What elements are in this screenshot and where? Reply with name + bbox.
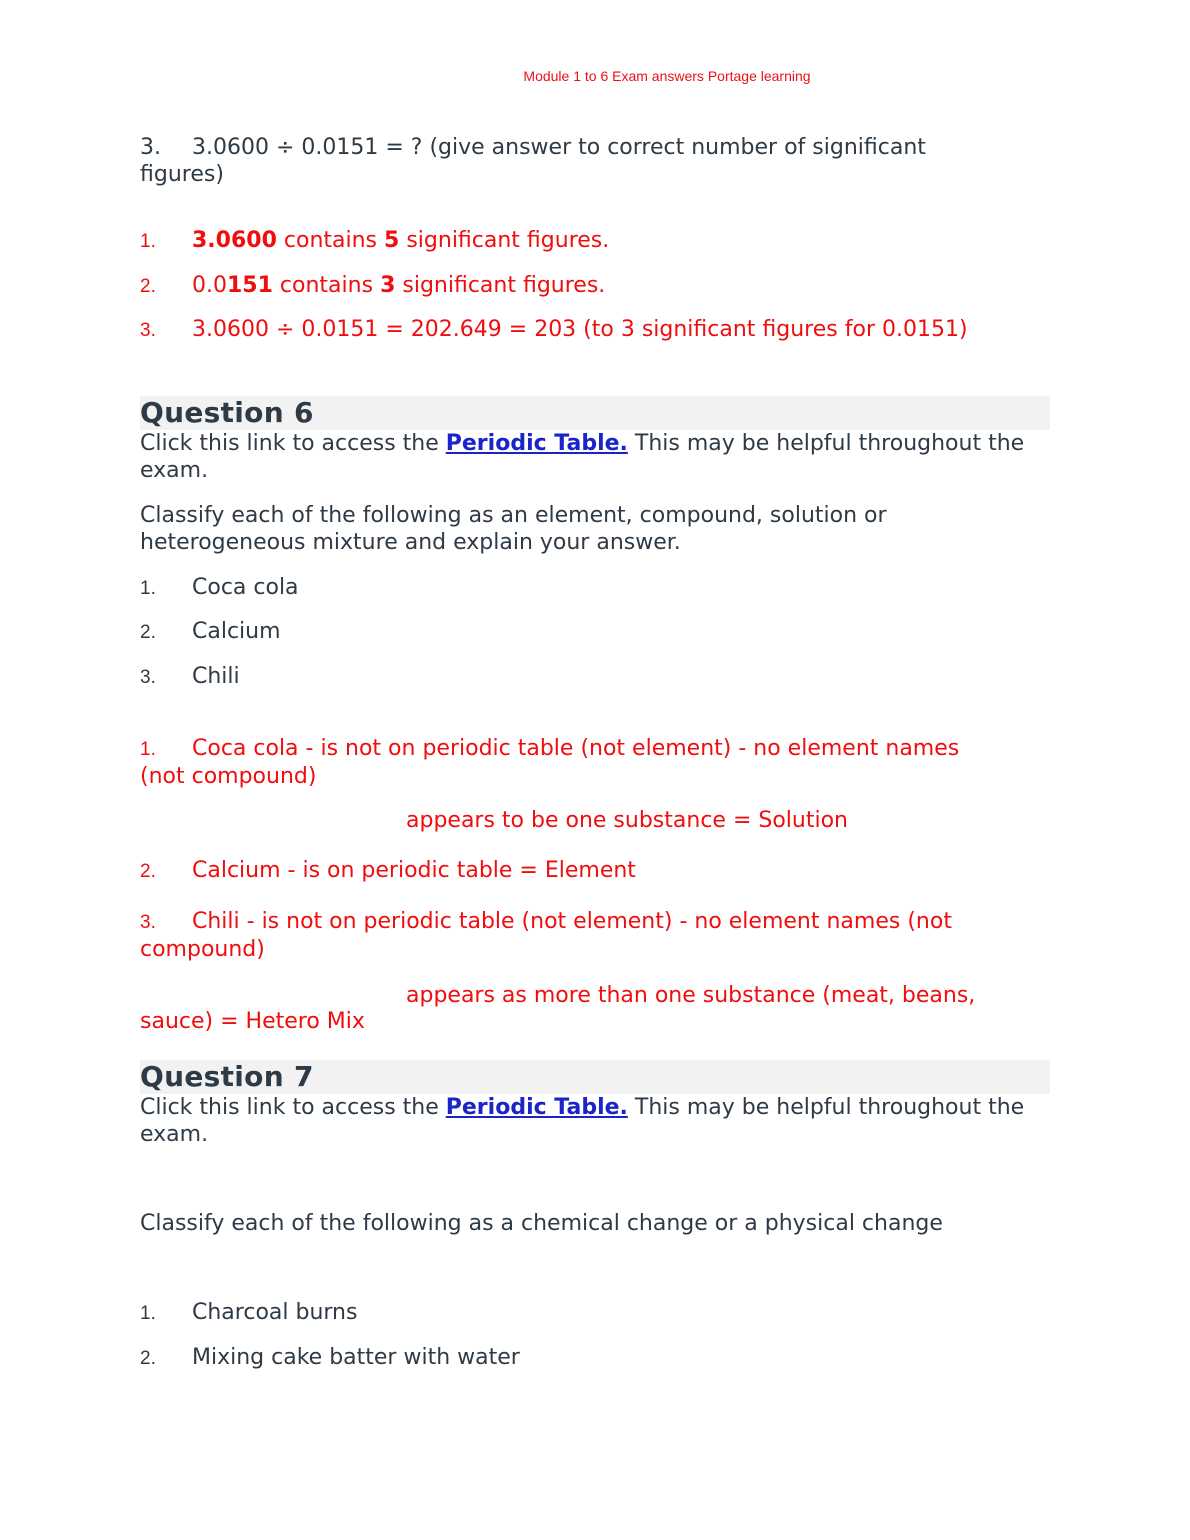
q6-item-3 (140, 663, 1030, 691)
q7-item-1 (140, 1299, 1030, 1327)
q5-answer-3 (140, 316, 1030, 344)
q5-answer-1-mid: contains (276, 228, 385, 253)
q7-intro-pre: Click this link to access the (140, 1095, 446, 1120)
page-header: Module 1 to 6 Exam answers Portage learning (523, 68, 811, 84)
q7-prompt: Classify each of the following as a chemical change or a physical change (140, 1211, 943, 1236)
q5-answer-1-count: 5 (384, 228, 400, 253)
q6-answer-3-conclusion: appears as more than one substance (meat, beans, (406, 983, 976, 1008)
q6-answer-1-conclusion: appears to be one substance = Solution (406, 808, 848, 833)
q7-intro-post: This may be helpful throughout the exam. (140, 1095, 1025, 1147)
q6-answer-3-text: Chili - is not on periodic table (not element) - no element names (not compound) (140, 909, 952, 962)
q7-item-1-label: Charcoal burns (192, 1300, 358, 1325)
q5-answer-2-mid: contains (272, 273, 381, 298)
q5-answer-2-bold: 151 (227, 273, 273, 298)
q5-answer-2-count: 3 (380, 273, 396, 298)
q5-answer-2-number: 2. (140, 276, 156, 297)
q6-item-3-number: 3. (140, 667, 156, 688)
q5-answer-3-text: 3.0600 ÷ 0.0151 = 202.649 = 203 (to 3 significant figures for 0.0151) (192, 317, 968, 342)
q5-answer-1 (140, 227, 1030, 255)
q6-item-2 (140, 618, 1030, 646)
q5-answer-1-bold: 3.0600 (192, 228, 277, 253)
q7-periodic-table-link[interactable]: Periodic Table. (445, 1095, 628, 1120)
q6-answer-3 (140, 908, 1000, 963)
q6-prompt: Classify each of the following as an element, compound, solution or heterogeneous mixture and explain your answer. (140, 503, 887, 555)
q5-answer-2-post: significant figures. (395, 273, 606, 298)
q6-answer-1-text: Coca cola - is not on periodic table (not element) - no element names (not compound) (140, 736, 960, 789)
q6-intro-pre: Click this link to access the (140, 431, 446, 456)
question-7-header (140, 1060, 1050, 1094)
q7-item-1-number: 1. (140, 1303, 156, 1324)
q7-intro (140, 1094, 1030, 1148)
q5-prompt-number: 3. (140, 135, 161, 160)
q5-answer-1-post: significant figures. (399, 228, 610, 253)
q6-intro-post: This may be helpful throughout the exam. (140, 431, 1025, 483)
q6-answer-1-number: 1. (140, 739, 156, 760)
q6-item-2-label: Calcium (192, 619, 281, 644)
q6-answer-3-conclusion-tail: sauce) = Hetero Mix (140, 1009, 365, 1034)
q6-answer-2-number: 2. (140, 861, 156, 882)
q6-intro (140, 430, 1030, 484)
q5-answer-2 (140, 272, 1030, 300)
q7-item-2-number: 2. (140, 1348, 156, 1369)
q5-answer-3-number: 3. (140, 320, 156, 341)
q5-prompt-text: 3.0600 ÷ 0.0151 = ? (give answer to correct number of significant figures) (140, 135, 926, 187)
q6-item-1-label: Coca cola (192, 575, 299, 600)
q6-item-1-number: 1. (140, 578, 156, 599)
q7-item-2-label: Mixing cake batter with water (192, 1345, 520, 1370)
q5-answer-1-number: 1. (140, 231, 156, 252)
question-6-title: Question 6 (140, 396, 314, 429)
q6-item-3-label: Chili (192, 664, 240, 689)
q6-answer-2 (140, 857, 1030, 885)
q6-item-2-number: 2. (140, 622, 156, 643)
q5-answer-2-pre: 0.0 (192, 273, 227, 298)
q7-item-2 (140, 1344, 1030, 1372)
q5-prompt (140, 134, 990, 188)
q6-answer-2-text: Calcium - is on periodic table = Element (192, 858, 636, 883)
question-6-header (140, 396, 1050, 430)
q6-answer-1 (140, 735, 1010, 790)
question-7-title: Question 7 (140, 1060, 314, 1093)
q6-item-1 (140, 574, 1030, 602)
q6-answer-3-number: 3. (140, 912, 156, 933)
q6-periodic-table-link[interactable]: Periodic Table. (445, 431, 628, 456)
